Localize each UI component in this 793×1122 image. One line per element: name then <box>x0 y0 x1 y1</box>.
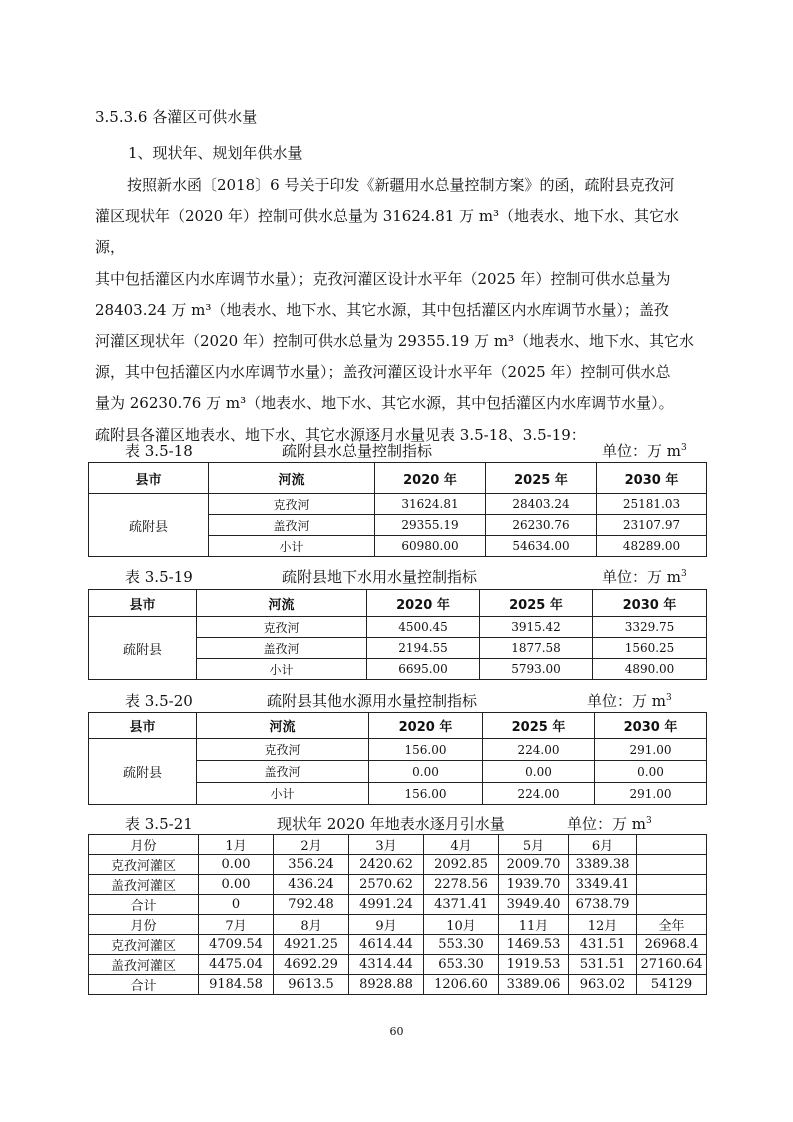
value-cell: 0.00 <box>199 855 274 875</box>
value-cell: 4692.29 <box>274 955 349 975</box>
value-cell: 156.00 <box>369 739 483 761</box>
table-row <box>89 855 707 875</box>
row-label-cell: 克孜河灌区 <box>89 935 199 955</box>
column-header: 2025 年 <box>483 713 595 739</box>
table-number: 表 3.5-21 <box>125 815 193 833</box>
river-cell: 盖孜河 <box>197 761 369 783</box>
value-cell: 1469.53 <box>499 935 569 955</box>
value-cell: 26230.76 <box>486 515 597 536</box>
value-cell: 9184.58 <box>199 975 274 995</box>
table-title: 现状年 2020 年地表水逐月引水量 <box>277 815 505 833</box>
column-header: 县市 <box>89 713 197 739</box>
row-label-cell: 合计 <box>89 895 199 915</box>
value-cell: 3915.42 <box>480 617 593 638</box>
table-number: 表 3.5-19 <box>125 568 193 586</box>
value-cell: 4890.00 <box>593 659 707 680</box>
row-label-cell: 月份 <box>89 835 199 855</box>
value-cell: 6月 <box>569 835 637 855</box>
value-cell: 653.30 <box>424 955 499 975</box>
value-cell <box>637 855 707 875</box>
column-header: 2030 年 <box>595 713 707 739</box>
monthly-intake-table <box>88 834 707 995</box>
table-row <box>89 955 707 975</box>
paragraph-line: 源，其中包括灌区内水库调节水量）；盖孜河灌区设计水平年（2025 年）控制可供水总 <box>95 363 671 382</box>
paragraph-line: 其中包括灌区内水库调节水量）；克孜河灌区设计水平年（2025 年）控制可供水总量为 <box>95 269 671 288</box>
value-cell: 2278.56 <box>424 875 499 895</box>
value-cell: 224.00 <box>483 783 595 805</box>
river-cell: 小计 <box>209 536 375 557</box>
paragraph-line: 疏附县各灌区地表水、地下水、其它水源逐月水量见表 3.5-18、3.5-19： <box>95 425 586 444</box>
river-cell: 克孜河 <box>209 494 375 515</box>
value-cell: 3329.75 <box>593 617 707 638</box>
value-cell: 26968.4 <box>637 935 707 955</box>
value-cell: 4921.25 <box>274 935 349 955</box>
paragraph-line: 28403.24 万 m³（地表水、地下水、其它水源，其中包括灌区内水库调节水量）；盖孜 <box>95 300 669 319</box>
row-label-cell: 盖孜河灌区 <box>89 875 199 895</box>
value-cell: 0.00 <box>483 761 595 783</box>
body-paragraph <box>95 170 707 451</box>
table-unit: 单位：万 $m^3$ <box>602 442 687 460</box>
value-cell: 54634.00 <box>486 536 597 557</box>
value-cell: 356.24 <box>274 855 349 875</box>
value-cell: 4371.41 <box>424 895 499 915</box>
table-title: 疏附县其他水源用水量控制指标 <box>267 692 478 710</box>
table-caption <box>95 440 707 460</box>
value-cell: 2092.85 <box>424 855 499 875</box>
table-unit: 单位：万 $m^3$ <box>587 692 672 710</box>
value-cell: 7月 <box>199 915 274 935</box>
table-row <box>89 975 707 995</box>
value-cell: 224.00 <box>483 739 595 761</box>
page-number: 60 <box>389 1025 404 1038</box>
value-cell: 2194.55 <box>367 638 480 659</box>
value-cell: 0 <box>199 895 274 915</box>
value-cell: 5793.00 <box>480 659 593 680</box>
table-unit: 单位：万 $m^3$ <box>602 568 687 586</box>
river-cell: 小计 <box>197 783 369 805</box>
table-title: 疏附县地下水用水量控制指标 <box>282 568 478 586</box>
table-row <box>89 915 707 935</box>
value-cell: 4614.44 <box>349 935 424 955</box>
value-cell: 4991.24 <box>349 895 424 915</box>
row-label-cell: 克孜河灌区 <box>89 855 199 875</box>
column-header: 2020 年 <box>375 463 486 494</box>
value-cell: 0.00 <box>595 761 707 783</box>
value-cell: 291.00 <box>595 739 707 761</box>
column-header: 2025 年 <box>486 463 597 494</box>
value-cell: 23107.97 <box>597 515 707 536</box>
river-cell: 小计 <box>197 659 367 680</box>
value-cell <box>637 875 707 895</box>
value-cell: 4月 <box>424 835 499 855</box>
other-sources-table <box>88 712 707 805</box>
value-cell: 2009.70 <box>499 855 569 875</box>
county-cell: 疏附县 <box>89 617 197 680</box>
value-cell: 29355.19 <box>375 515 486 536</box>
value-cell: 10月 <box>424 915 499 935</box>
value-cell: 8月 <box>274 915 349 935</box>
column-header: 2030 年 <box>597 463 707 494</box>
table-row <box>89 935 707 955</box>
column-header: 河流 <box>209 463 375 494</box>
value-cell: 3949.40 <box>499 895 569 915</box>
value-cell: 553.30 <box>424 935 499 955</box>
value-cell: 6738.79 <box>569 895 637 915</box>
value-cell: 531.51 <box>569 955 637 975</box>
value-cell <box>637 895 707 915</box>
value-cell: 2420.62 <box>349 855 424 875</box>
column-header: 河流 <box>197 713 369 739</box>
value-cell: 0.00 <box>199 875 274 895</box>
section-heading: 3.5.3.6 各灌区可供水量 <box>95 108 258 126</box>
county-cell: 疏附县 <box>89 739 197 805</box>
column-header: 河流 <box>197 590 367 617</box>
monthly-table-body <box>89 835 707 995</box>
table-row <box>89 835 707 855</box>
column-header: 县市 <box>89 463 209 494</box>
value-cell: 3月 <box>349 835 424 855</box>
value-cell: 156.00 <box>369 783 483 805</box>
value-cell: 4500.45 <box>367 617 480 638</box>
value-cell: 1月 <box>199 835 274 855</box>
value-cell: 1919.53 <box>499 955 569 975</box>
value-cell: 27160.64 <box>637 955 707 975</box>
table-caption <box>95 813 707 833</box>
table-row <box>89 875 707 895</box>
paragraph-line: 按照新水函〔2018〕6 号关于印发《新疆用水总量控制方案》的函，疏附县克孜河 <box>127 176 675 194</box>
column-header: 2025 年 <box>480 590 593 617</box>
value-cell: 2570.62 <box>349 875 424 895</box>
column-header: 2030 年 <box>593 590 707 617</box>
value-cell: 31624.81 <box>375 494 486 515</box>
value-cell: 4314.44 <box>349 955 424 975</box>
value-cell: 1560.25 <box>593 638 707 659</box>
value-cell: 1877.58 <box>480 638 593 659</box>
paragraph-line: 河灌区现状年（2020 年）控制可供水总量为 29355.19 万 m³（地表水、地下水、其它水 <box>95 332 695 351</box>
river-cell: 盖孜河 <box>209 515 375 536</box>
value-cell: 3349.41 <box>569 875 637 895</box>
paragraph-line: 量为 26230.76 万 m³（地表水、地下水、其它水源，其中包括灌区内水库调节水量）。 <box>95 394 674 413</box>
value-cell: 1206.60 <box>424 975 499 995</box>
value-cell: 792.48 <box>274 895 349 915</box>
county-cell: 疏附县 <box>89 494 209 557</box>
row-label-cell: 合计 <box>89 975 199 995</box>
value-cell: 0.00 <box>369 761 483 783</box>
value-cell: 2月 <box>274 835 349 855</box>
value-cell: 12月 <box>569 915 637 935</box>
table-title: 疏附县水总量控制指标 <box>282 442 433 460</box>
column-header: 县市 <box>89 590 197 617</box>
value-cell: 291.00 <box>595 783 707 805</box>
value-cell: 5月 <box>499 835 569 855</box>
table-number: 表 3.5-18 <box>125 442 193 460</box>
value-cell: 28403.24 <box>486 494 597 515</box>
column-header: 2020 年 <box>369 713 483 739</box>
value-cell: 11月 <box>499 915 569 935</box>
table-row <box>89 895 707 915</box>
value-cell: 6695.00 <box>367 659 480 680</box>
value-cell: 全年 <box>637 915 707 935</box>
value-cell: 25181.03 <box>597 494 707 515</box>
value-cell: 3389.38 <box>569 855 637 875</box>
groundwater-table <box>88 589 707 680</box>
value-cell <box>637 835 707 855</box>
value-cell: 436.24 <box>274 875 349 895</box>
value-cell: 9月 <box>349 915 424 935</box>
value-cell: 3389.06 <box>499 975 569 995</box>
value-cell: 963.02 <box>569 975 637 995</box>
table-caption <box>95 690 707 710</box>
paragraph-line: 灌区现状年（2020 年）控制可供水总量为 31624.81 万 m³（地表水、地下水、其它水源， <box>95 207 680 257</box>
river-cell: 克孜河 <box>197 739 369 761</box>
value-cell: 48289.00 <box>597 536 707 557</box>
row-label-cell: 月份 <box>89 915 199 935</box>
value-cell: 4709.54 <box>199 935 274 955</box>
value-cell: 4475.04 <box>199 955 274 975</box>
value-cell: 431.51 <box>569 935 637 955</box>
water-total-table <box>88 462 707 557</box>
value-cell: 60980.00 <box>375 536 486 557</box>
value-cell: 1939.70 <box>499 875 569 895</box>
subsection-heading: 1、现状年、规划年供水量 <box>128 144 303 162</box>
value-cell: 9613.5 <box>274 975 349 995</box>
value-cell: 54129 <box>637 975 707 995</box>
row-label-cell: 盖孜河灌区 <box>89 955 199 975</box>
column-header: 2020 年 <box>367 590 480 617</box>
river-cell: 克孜河 <box>197 617 367 638</box>
table-unit: 单位：万 $m^3$ <box>567 815 652 833</box>
table-number: 表 3.5-20 <box>125 692 193 710</box>
table-caption <box>95 566 707 586</box>
river-cell: 盖孜河 <box>197 638 367 659</box>
value-cell: 8928.88 <box>349 975 424 995</box>
